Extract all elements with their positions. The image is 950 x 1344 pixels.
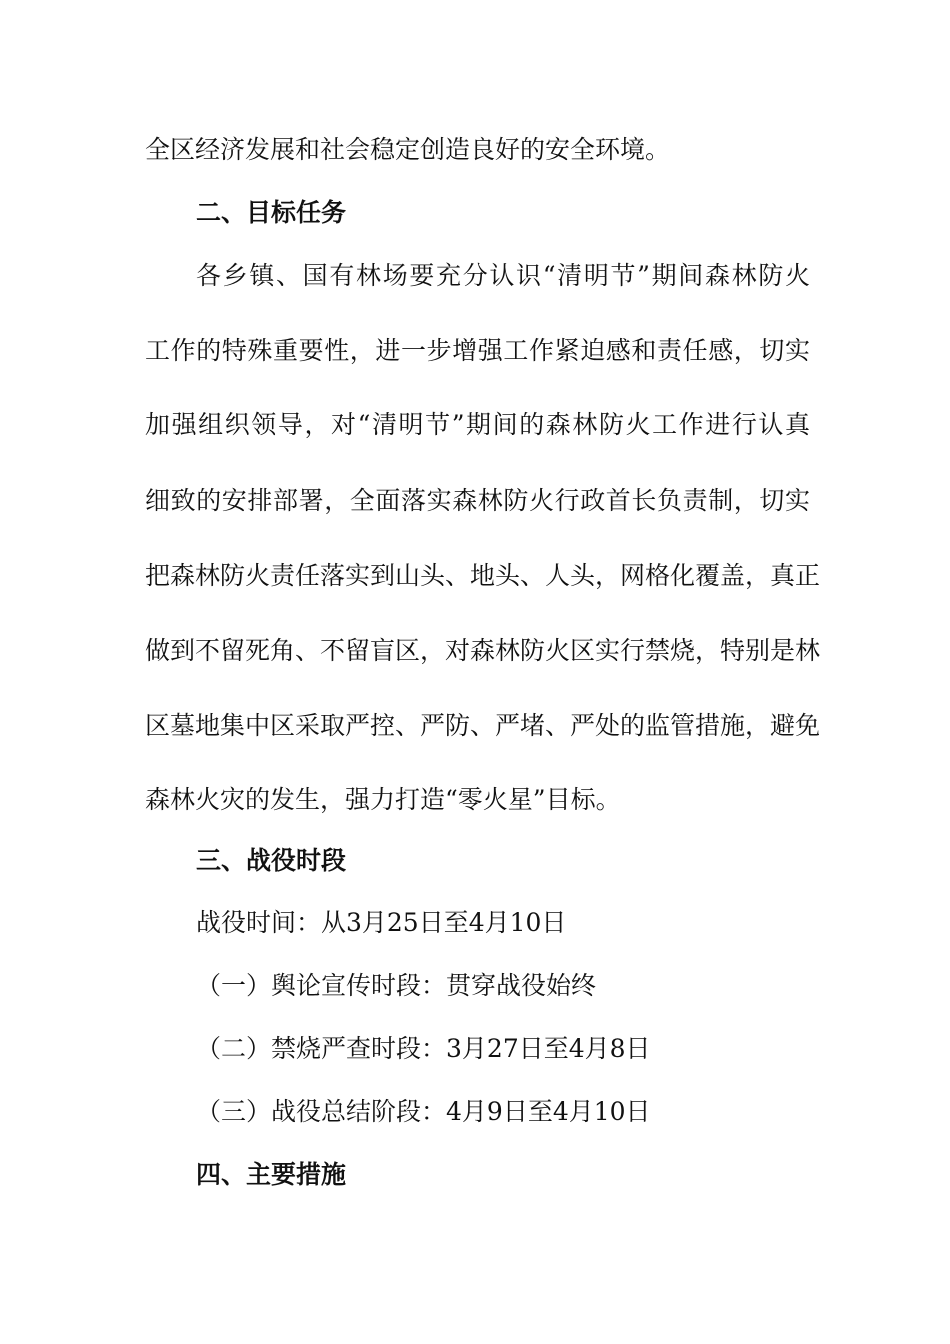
paragraph-line: 各乡镇、国有林场要充分认识“清明节”期间森林防火 xyxy=(196,261,810,290)
intro-tail-text: 全区经济发展和社会稳定创造良好的安全环境。 xyxy=(145,135,671,164)
phase-item: （三）战役总结阶段：4月9日至4月10日 xyxy=(196,1097,651,1126)
paragraph-line: 细致的安排部署，全面落实森林防火行政首长负责制，切实 xyxy=(145,486,810,515)
paragraph-line: 工作的特殊重要性，进一步增强工作紧迫感和责任感，切实 xyxy=(145,336,810,365)
paragraph-line: 区墓地集中区采取严控、严防、严堵、严处的监管措施，避免 xyxy=(145,711,821,740)
section-heading-goals: 二、目标任务 xyxy=(196,198,347,227)
phase-item: （二）禁烧严查时段：3月27日至4月8日 xyxy=(196,1034,651,1063)
campaign-period-text: 战役时间：从3月25日至4月10日 xyxy=(196,908,567,937)
paragraph-line: 做到不留死角、不留盲区，对森林防火区实行禁烧，特别是林 xyxy=(145,636,821,665)
paragraph-line: 加强组织领导，对“清明节”期间的森林防火工作进行认真 xyxy=(145,410,810,439)
phase-item: （一）舆论宣传时段：贯穿战役始终 xyxy=(196,971,597,1000)
paragraph-line: 把森林防火责任落实到山头、地头、人头，网格化覆盖，真正 xyxy=(145,561,821,590)
section-heading-period: 三、战役时段 xyxy=(196,846,347,875)
section-heading-measures: 四、主要措施 xyxy=(196,1160,347,1189)
paragraph-line: 森林火灾的发生，强力打造“零火星”目标。 xyxy=(145,785,621,814)
